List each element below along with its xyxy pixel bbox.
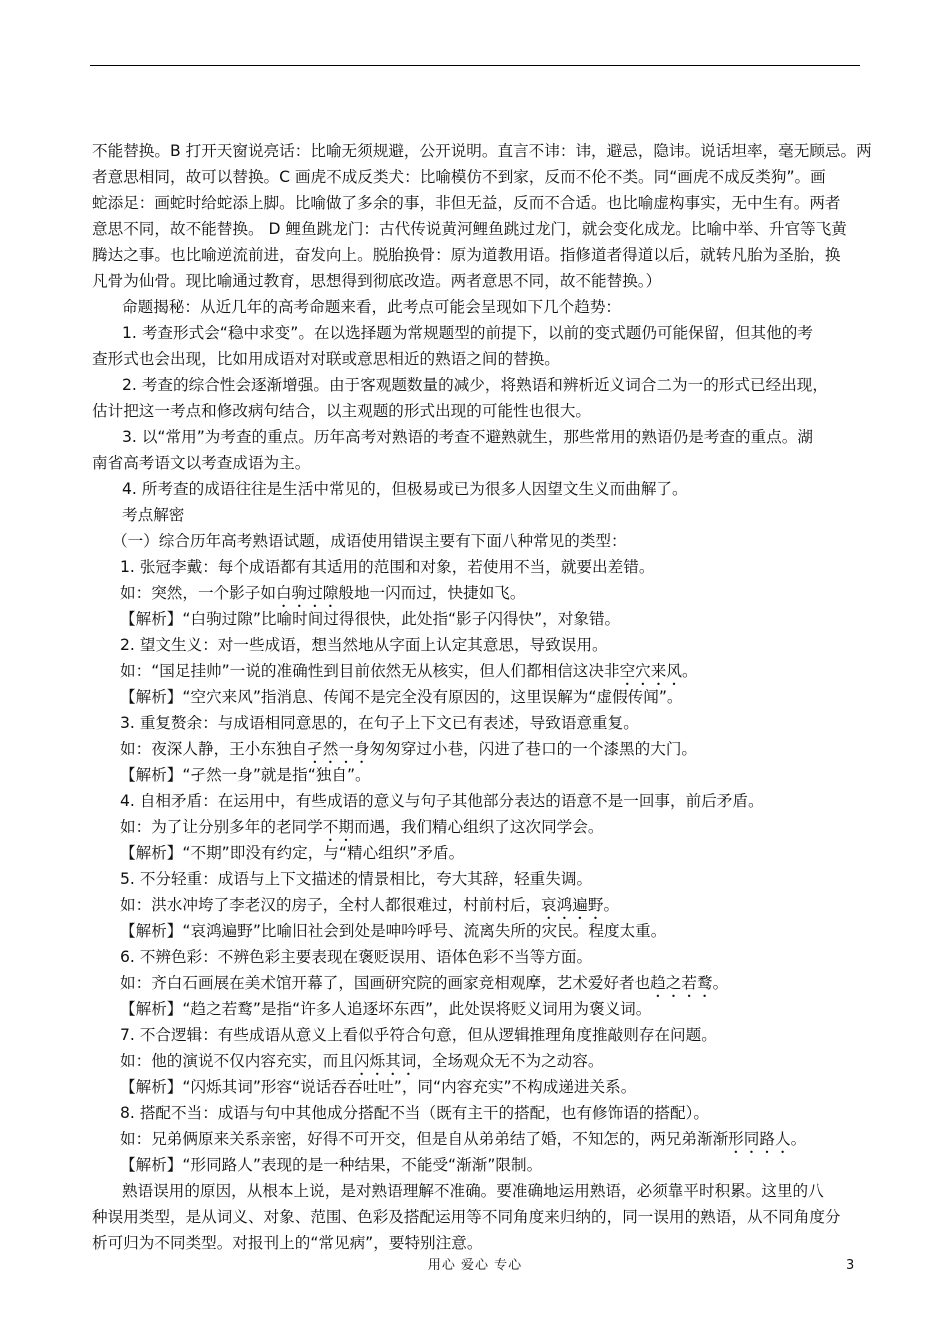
trend-item-4: 4. 所考查的成语往往是生活中常见的，但极易或已为很多人因望文生义而曲解了。 xyxy=(122,480,688,498)
text-line: 种误用类型，是从词义、对象、范围、色彩及搭配运用等不同角度来归纳的，同一误用的熟语，从不同角度分 xyxy=(92,1208,841,1226)
type-title: 6. 不辨色彩：不辨色彩主要表现在褒贬误用、语体色彩不当等方面。 xyxy=(120,948,593,966)
analysis-line: 【解析】“空穴来风”指消息、传闻不是完全没有原因的，这里误解为“虚假传闻”。 xyxy=(120,688,683,706)
trend-item-2-cont: 估计把这一考点和修改病句结合，以主观题的形式出现的可能性也很大。 xyxy=(92,402,592,420)
analysis-line: 【解析】“孑然一身”就是指“独自”。 xyxy=(120,766,371,784)
idiom-emphasis: 不期 xyxy=(322,818,354,836)
type-title: 1. 张冠李戴：每个成语都有其适用的范围和对象，若使用不当，就要出差错。 xyxy=(120,558,655,576)
example-line: 如：他的演说不仅内容充实，而且闪烁其词，全场观众无不为之动容。 xyxy=(120,1052,604,1070)
error-type-1 xyxy=(92,554,860,632)
text-line: 凡骨为仙骨。现比喻通过教育，思想得到彻底改造。两者意思不同，故不能替换。） xyxy=(92,272,662,290)
text-line: 析可归为不同类型。对报刊上的“常见病”，要特别注意。 xyxy=(92,1234,483,1252)
type-title: 8. 搭配不当：成语与句中其他成分搭配不当（既有主干的搭配，也有修饰语的搭配）。 xyxy=(120,1104,710,1122)
error-type-6 xyxy=(92,944,860,1022)
footer-motto: 用心 爱心 专心 xyxy=(427,1258,523,1273)
idiom-emphasis: 孑然一身 xyxy=(307,740,370,758)
analysis-line: 【解析】“不期”即没有约定，与“精心组织”矛盾。 xyxy=(120,844,465,862)
analysis-line: 【解析】“闪烁其词”形容“说话吞吞吐吐”，同“内容充实”不构成递进关系。 xyxy=(120,1078,637,1096)
trend-item-3: 3. 以“常用”为考查的重点。历年高考对熟语的考查不避熟就生，那些常用的熟语仍是考查的重点。湖 xyxy=(122,428,813,446)
section-subheading: （一）综合历年高考熟语试题，成语使用错误主要有下面八种常见的类型： xyxy=(112,532,627,550)
error-type-7 xyxy=(92,1022,860,1100)
analysis-line: 【解析】“哀鸿遍野”比喻旧社会到处是呻吟呼号、流离失所的灾民。程度太重。 xyxy=(120,922,667,940)
example-line: 如：兄弟俩原来关系亲密，好得不可开交，但是自从弟弟结了婚，不知怎的，两兄弟渐渐形同路人。 xyxy=(120,1130,807,1148)
trend-item-3-cont: 南省高考语文以考查成语为主。 xyxy=(92,454,311,472)
idiom-emphasis: 空穴来风 xyxy=(619,662,682,680)
header-rule xyxy=(90,65,860,66)
text-line: 熟语误用的原因，从根本上说，是对熟语理解不准确。要准确地运用熟语，必须靠平时积累。这里的八 xyxy=(122,1182,824,1200)
text-line: 腾达之事。也比喻逆流前进，奋发向上。脱胎换骨：原为道教用语。指修道者得道以后，就转凡胎为圣胎，换 xyxy=(92,246,841,264)
idiom-emphasis: 形同路人 xyxy=(728,1130,791,1148)
example-line: 如：为了让分别多年的老同学不期而遇，我们精心组织了这次同学会。 xyxy=(120,818,604,836)
example-line: 如：突然，一个影子如白驹过隙般地一闪而过，快捷如飞。 xyxy=(120,584,526,602)
error-type-2 xyxy=(92,632,860,710)
text-line: 蛇添足：画蛇时给蛇添上脚。比喻做了多余的事，非但无益，反而不合适。也比喻虚构事实，无中生有。两者 xyxy=(92,194,841,212)
kaodian-section xyxy=(92,502,860,1178)
example-line: 如：夜深人静，王小东独自孑然一身匆匆穿过小巷，闪进了巷口的一个漆黑的大门。 xyxy=(120,740,698,758)
type-title: 2. 望文生义：对一些成语，想当然地从字面上认定其意思，导致误用。 xyxy=(120,636,608,654)
type-title: 3. 重复赘余：与成语相同意思的，在句子上下文已有表述，导致语意重复。 xyxy=(120,714,639,732)
error-type-8 xyxy=(92,1100,860,1178)
section-heading: 考点解密 xyxy=(122,506,185,524)
analysis-line: 【解析】“形同路人”表现的是一种结果，不能受“渐渐”限制。 xyxy=(120,1156,543,1174)
analysis-line: 【解析】“趋之若鹜”是指“许多人追逐坏东西”，此处误将贬义词用为褒义词。 xyxy=(120,1000,652,1018)
analysis-line: 【解析】“白驹过隙”比喻时间过得很快，此处指“影子闪得快”，对象错。 xyxy=(120,610,621,628)
error-type-3 xyxy=(92,710,860,788)
error-type-4 xyxy=(92,788,860,866)
idiom-emphasis: 趋之若鹜 xyxy=(650,974,713,992)
idiom-emphasis: 哀鸿遍野 xyxy=(541,896,604,914)
text-line: 意思不同，故不能替换。 D 鲤鱼跳龙门：古代传说黄河鲤鱼跳过龙门，就会变化成龙。比喻中举、升官等飞黄 xyxy=(92,220,847,238)
closing-paragraph xyxy=(92,1178,860,1256)
example-line: 如：齐白石画展在美术馆开幕了，国画研究院的画家竞相观摩，艺术爱好者也趋之若鹜。 xyxy=(120,974,729,992)
type-title: 7. 不合逻辑：有些成语从意义上看似乎符合句意，但从逻辑推理角度推敲则存在问题。 xyxy=(120,1026,717,1044)
example-line: 如：洪水冲垮了李老汉的房子，全村人都很难过，村前村后，哀鸿遍野。 xyxy=(120,896,620,914)
mingti-intro: 命题揭秘：从近几年的高考命题来看，此考点可能会呈现如下几个趋势： xyxy=(122,298,622,316)
trend-item-2: 2. 考查的综合性会逐渐增强。由于客观题数量的减少，将熟语和辨析近义词合二为一的形式已经出现， xyxy=(122,376,828,394)
trend-item-1-cont: 查形式也会出现，比如用成语对对联或意思相近的熟语之间的替换。 xyxy=(92,350,560,368)
page-number: 3 xyxy=(846,1258,855,1273)
mingti-section xyxy=(92,294,860,502)
idiom-emphasis: 闪烁其词 xyxy=(353,1052,417,1070)
example-line: 如：“国足挂帅”一说的准确性到目前依然无从核实，但人们都相信这决非空穴来风。 xyxy=(120,662,698,680)
document-body xyxy=(92,138,872,1256)
type-title: 5. 不分轻重：成语与上下文描述的情景相比，夸大其辞，轻重失调。 xyxy=(120,870,593,888)
paragraph-options-analysis xyxy=(92,138,872,294)
type-title: 4. 自相矛盾：在运用中，有些成语的意义与句子其他部分表达的语意不是一回事，前后矛盾。 xyxy=(120,792,764,810)
text-line: 不能替换。B 打开天窗说亮话：比喻无须规避，公开说明。直言不讳：讳，避忌，隐讳。说话坦率，毫无顾忌。两 xyxy=(92,142,872,160)
page-footer xyxy=(0,1256,950,1276)
error-type-5 xyxy=(92,866,860,944)
trend-item-1: 1. 考查形式会“稳中求变”。在以选择题为常规题型的前提下，以前的变式题仍可能保留，但其他的考 xyxy=(122,324,813,342)
idiom-emphasis: 白驹过隙 xyxy=(275,584,339,602)
text-line: 者意思相同，故可以替换。C 画虎不成反类犬：比喻模仿不到家，反而不伦不类。同“画虎不成反类狗”。画 xyxy=(92,168,826,186)
